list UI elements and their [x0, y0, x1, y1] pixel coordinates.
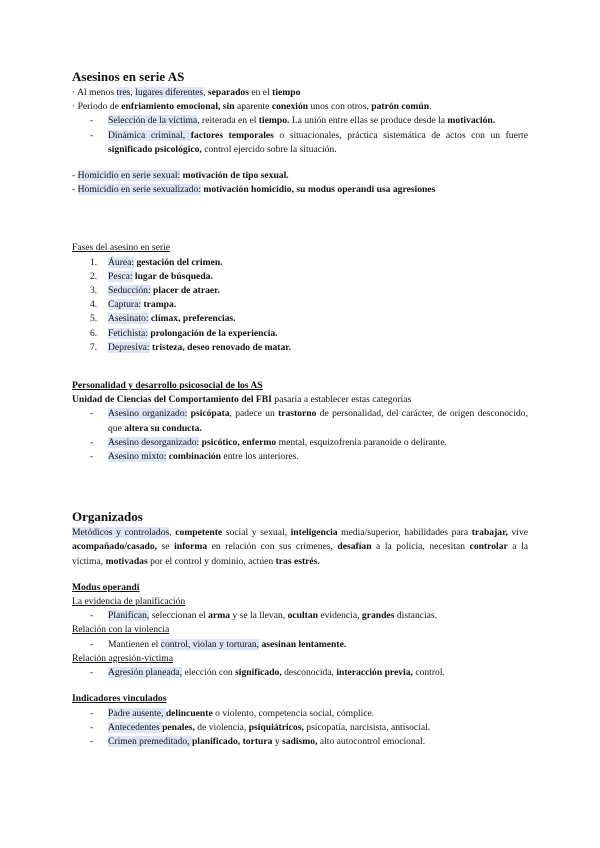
violencia-list: [72, 638, 528, 652]
personalidad-intro: Unidad de Ciencias del Comportamiento del FBI pasaría a establecer estas categorías: [72, 394, 412, 406]
list-item: 2. Pesca: lugar de búsqueda.: [90, 270, 213, 282]
agresion-list: [72, 666, 528, 680]
indicadores-list: [72, 707, 528, 750]
list-item: - Selección de la víctima, reiterada en el tiempo. La unión entre ellas se produce desde la motivación.: [72, 114, 528, 128]
fases-title: Fases del asesino en serie: [72, 242, 171, 254]
planificacion-title: La evidencia de planificación: [72, 596, 186, 608]
organizados-title: Organizados: [72, 509, 143, 525]
agresion-title: Relación agresión-víctima: [72, 652, 173, 664]
list-item: - Asesino organizado: psicópata, padece un trastorno de personalidad, del carácter, de origen desconocido, que altera su conducta.: [72, 407, 528, 435]
organizados-paragraph: Metódicos y controlados, competente social y sexual, inteligencia media/superior, habilidades para trabajar, vive acompañado/casado, se informa en relación con sus crímenes, desafían a la policía, necesitan controlar a la víctima, motivadas por el control y dominio, actúen tras estrés.: [72, 527, 529, 567]
modus-operandi-title: Modus operandi: [72, 581, 140, 593]
list-item: - Asesino mixto: combinación entre los anteriores.: [72, 450, 528, 464]
indicadores-title: Indicadores vinculados: [72, 693, 167, 705]
section-title-asesinos: Asesinos en serie AS: [72, 69, 185, 84]
list-item: 5. Asesinato: clímax, preferencias.: [90, 313, 236, 325]
list-item: - Agresión planeada, elección con significado, desconocida, interacción previa, control.: [72, 666, 528, 680]
homicidio-sexualizado-line: - Homicidio en serie sexualizado: motivación homicidio, su modus operandi usa agresiones: [72, 184, 436, 196]
list-item: - Dinámica criminal, factores temporales o situacionales, práctica sistemática de actos con un fuerte significado psicológico, control ejercido sobre la situación.: [72, 129, 528, 157]
list-item: - Mantienen el control, violan y torturan, asesinan lentamente.: [72, 638, 528, 652]
list-item: 7. Depresiva: tristeza, deseo renovado de matar.: [90, 341, 292, 353]
fases-list: [72, 256, 528, 355]
list-item: 3. Seducción: placer de atraer.: [90, 285, 220, 297]
list-item: 4. Captura: trampa.: [90, 299, 177, 311]
list-item: 1. Áurea: gestación del crimen.: [90, 256, 223, 268]
personalidad-list: [72, 407, 528, 464]
list-item: - Planifican, seleccionan el arma y se la llevan, ocultan evidencia, grandes distancias.: [72, 609, 528, 623]
asesinos-list: [72, 114, 528, 157]
planificacion-list: [72, 609, 528, 623]
homicidio-sexual-line: - Homicidio en serie sexual: motivación de tipo sexual.: [72, 170, 289, 182]
asesinos-line-2: · Periodo de enfriamiento emocional, sin aparente conexión unos con otros, patrón común.: [72, 101, 432, 113]
personalidad-title: Personalidad y desarrollo psicosocial de los AS: [72, 380, 263, 392]
asesinos-line-1: · Al menos tres, lugares diferentes, separados en el tiempo: [72, 87, 301, 98]
list-item: - Crimen premeditado, planificado, tortura y sadismo, alto autocontrol emocional.: [72, 735, 528, 749]
list-item: 6. Fetichista: prolongación de la experiencia.: [90, 327, 278, 339]
document-page: [72, 68, 528, 749]
list-item: - Padre ausente, delincuente o violento, competencia social, cómplice.: [72, 707, 528, 721]
list-item: - Antecedentes penales, de violencia, psiquiátricos, psicopatía, narcisista, antisocial.: [72, 721, 528, 735]
list-item: - Asesino desorganizado: psicótico, enfermo mental, esquizofrenia paranoide o delirante.: [72, 436, 528, 450]
violencia-title: Relación con la violencia: [72, 624, 170, 636]
